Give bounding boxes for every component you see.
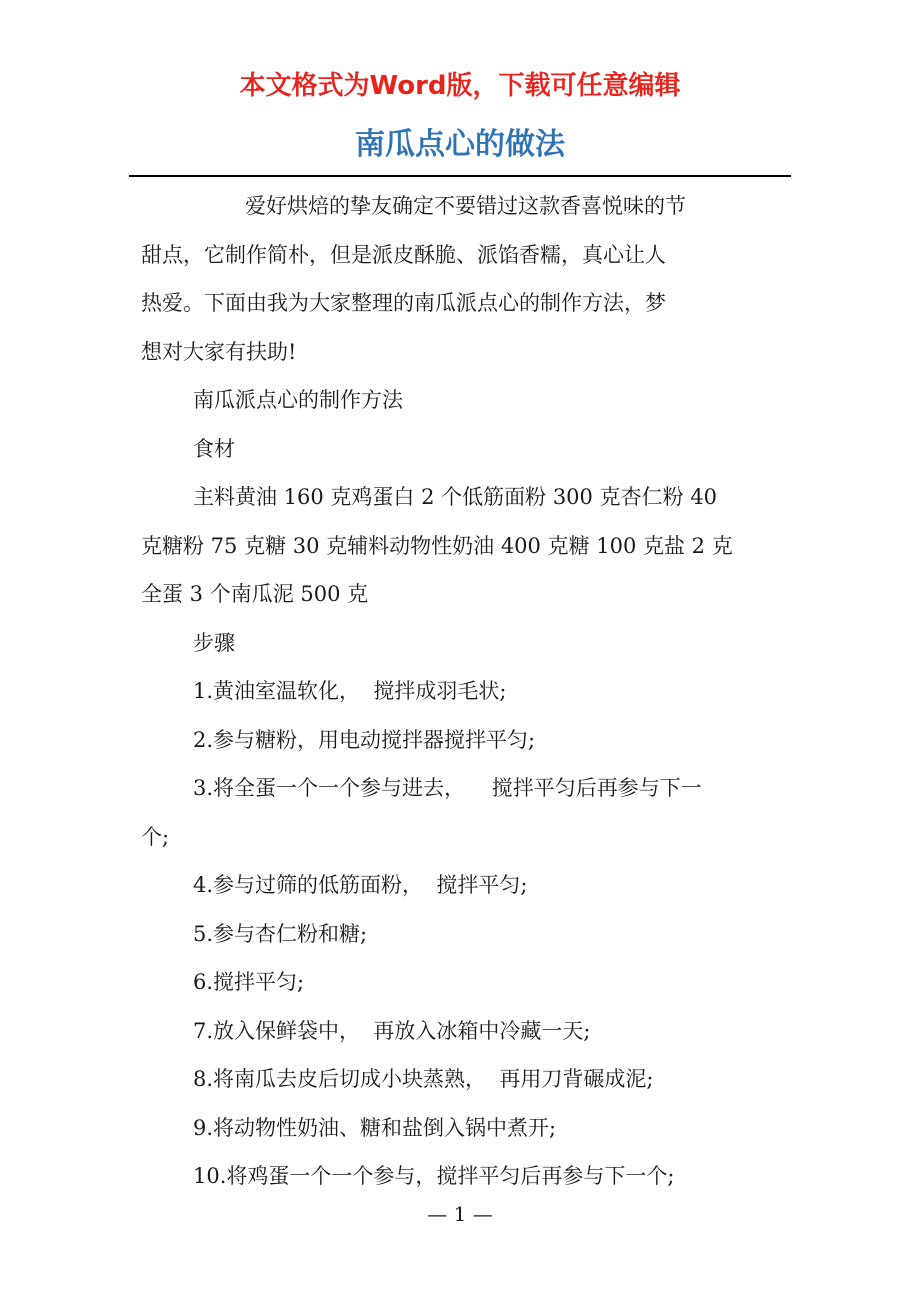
step-line: 6.搅拌平匀;	[193, 970, 305, 994]
page-number: — 1 —	[427, 1202, 493, 1226]
step-line: 8.将南瓜去皮后切成小块蒸熟， 再用刀背碾成泥;	[193, 1067, 654, 1091]
intro-line: 爱好烘焙的挚友确定不要错过这款香喜悦味的节	[245, 194, 686, 218]
step-line: 5.参与杏仁粉和糖;	[193, 921, 368, 946]
ingredients-line: 克糖粉 75 克糖 30 克辅料动物性奶油 400 克糖 100 克盐 2 克	[141, 533, 733, 558]
page-title: 南瓜点心的做法	[355, 127, 565, 162]
step-line: 4.参与过筛的低筋面粉， 搅拌平匀;	[193, 873, 528, 897]
ingredients-line: 全蛋 3 个南瓜泥 500 克	[141, 582, 369, 606]
download-banner: 本文格式为Word版，下载可任意编辑	[239, 71, 681, 101]
section-heading: 南瓜派点心的制作方法	[193, 388, 403, 412]
intro-line: 热爱。下面由我为大家整理的南瓜派点心的制作方法，梦	[141, 291, 666, 315]
step-line: 2.参与糖粉，用电动搅拌器搅拌平匀;	[193, 727, 536, 752]
step-line: 7.放入保鲜袋中， 再放入冰箱中冷藏一天;	[193, 1018, 591, 1043]
ingredients-line: 主料黄油 160 克鸡蛋白 2 个低筋面粉 300 克杏仁粉 40	[193, 485, 717, 509]
document-body	[141, 182, 781, 1201]
section-heading: 食材	[193, 436, 235, 461]
title-divider	[129, 175, 791, 177]
intro-line: 甜点，它制作简朴，但是派皮酥脆、派馅香糯，真心让人	[141, 242, 666, 267]
step-line: 3.将全蛋一个一个参与进去， 搅拌平匀后再参与下一	[193, 776, 702, 800]
intro-line: 想对大家有扶助!	[141, 339, 297, 364]
step-line: 个;	[141, 824, 170, 849]
step-line: 1.黄油室温软化， 搅拌成羽毛状;	[193, 679, 507, 703]
step-line: 10.将鸡蛋一个一个参与，搅拌平匀后再参与下一个;	[193, 1164, 675, 1188]
step-line: 9.将动物性奶油、糖和盐倒入锅中煮开;	[193, 1115, 557, 1140]
section-heading: 步骤	[193, 630, 235, 655]
